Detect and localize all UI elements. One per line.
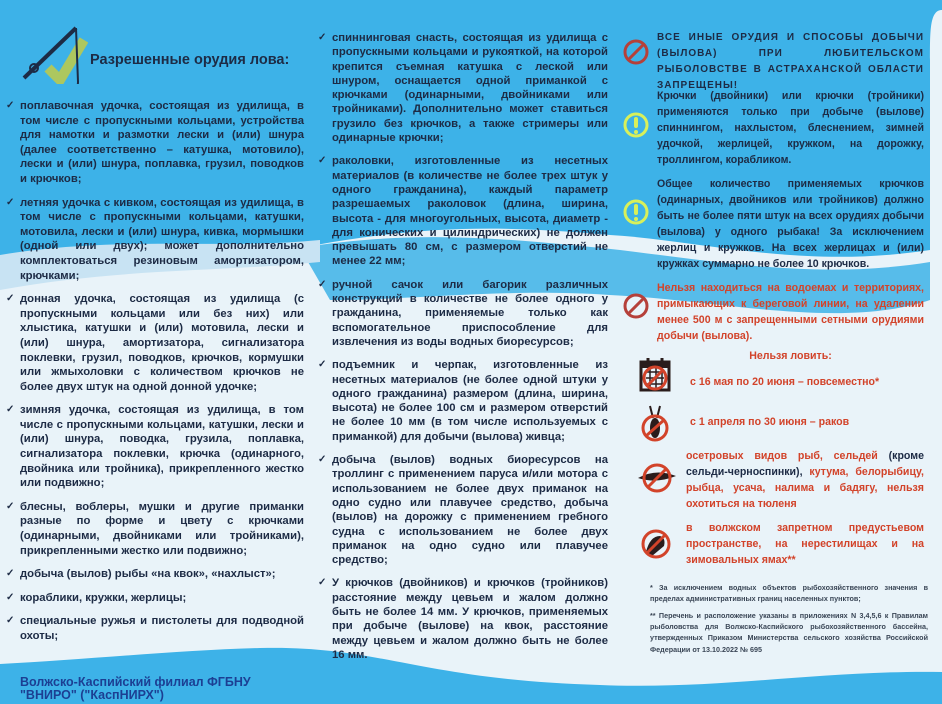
ban-dates: с 16 мая по 20 июня – повсеместно* (690, 376, 880, 388)
check-icon: ✓ (6, 100, 15, 111)
check-icon: ✓ (318, 278, 327, 290)
list-item: ✓ донная удочка, состоящая из удилища (с пропускными кольцами или без них) или хлыстика, катушки и (или) мотовила, лески и (или) шнура, амортизатора, сигнализатора поклевки, грузил, поводков, крючков, кормушки или жмыхоловки с количеством крючков не более двух штук на одной донной удочке; (6, 293, 304, 393)
list-item: ✓ спиннинговая снасть, состоящая из удилища с пропускными кольцами и рукояткой, на которой крепится съемная катушка с леской или шнуром, оснащается одной приманкой с крючками (одинарными, двойниками или тройниками). Дополнительно может ставиться грузило без крючков, а также стримеры или одинарные крючки; (318, 32, 608, 145)
organization-credit: Волжско-Каспийский филиал ФГБНУ "ВНИРО" ("КаспНИРХ") (20, 675, 251, 702)
crayfish-prohibited-icon (638, 404, 672, 444)
footnote-2: ** Перечень и расположение указаны в приложениях N 3,4,5,6 к Правилам рыболовства для Волжско-Каспийского рыбохозяйственного бассейна, утвержденных Приказом Министерства сельского хозяйства Российской Федерации от 13.10.2022 № 695 (650, 611, 928, 654)
list-item: ✓ ручной сачок или багорик различных конструкций в количестве не более одного у гражданина, применяемые только как вспомогательное приспособление для извлечения из воды водных биоресурсов; (318, 278, 608, 348)
list-item: ✓ подъемник и черпак, изготовленные из несетных материалов (не более одной штуки у одного гражданина) размером (длина, ширина, высота) не более 100 см и размером отверстий не более 10 мм (в том числе используемых с приманкой) для добычи (вылова) живца; (318, 359, 608, 443)
check-icon: ✓ (318, 454, 327, 466)
no-stay-notice: Нельзя находиться на водоемах и территориях, примыкающих к береговой линии, на удалении менее 500 м с запрещенными сетными орудиями добычи (вылова). (657, 282, 924, 342)
prohibited-icon (622, 38, 650, 66)
ban-zones: в волжском запретном предустьевом пространстве, на нерестилищах и на зимовальных ямах** (686, 522, 924, 566)
sturgeon-prohibited-icon (636, 460, 678, 496)
calendar-prohibited-icon (638, 356, 672, 392)
footnote-1: * За исключением водных объектов рыбохозяйственного значения в пределах административных границ населенных пунктов; (650, 583, 928, 604)
list-item: ✓ добыча (вылов) рыбы «на квок», «нахлыст»; (6, 568, 276, 581)
list-item: ✓ блесны, воблеры, мушки и другие приманки разные по форме и цвету с крючками (одинарными, двойниками или тройниками), прикрепленными жестко или подвижно; (6, 500, 304, 557)
seal-prohibited-icon (638, 526, 674, 562)
page-title: Разрешенные орудия лова: (90, 52, 290, 68)
prohibited-all-notice: ВСЕ ИНЫЕ ОРУДИЯ И СПОСОБЫ ДОБЫЧИ (ВЫЛОВА) ПРИ ЛЮБИТЕЛЬСКОМ РЫБОЛОВСТВЕ В АСТРАХАНСКОЙ ОБЛАСТИ ЗАПРЕЩЕНЫ! (657, 32, 924, 91)
prohibited-icon (622, 292, 650, 320)
exclamation-icon (622, 198, 650, 226)
allowed-gear-list-middle (318, 31, 608, 671)
no-catch-title: Нельзя ловить: (749, 350, 832, 362)
list-item: ✓ поплавочная удочка, состоящая из удилища, в том числе с пропускными кольцами, устройства для намотки и размотки лески и (или) шнура (далее соответственно – катушка, мотовило), лески и (или) шнура, поплавка, грузил, поводков и крючков; (6, 100, 304, 185)
list-item: ✓ кораблики, кружки, жерлицы; (6, 591, 187, 604)
list-item: ✓ добыча (вылов) водных биоресурсов на троллинг с применением паруса и/или мотора с использованием не более двух приманок на одно судно или плавучее средство, добыча (вылов) на дорожку с применением гребного судна с использованием не более двух приманок на одно судно или плавучее средство; (318, 454, 608, 567)
list-item: ✓ специальные ружья и пистолеты для подводной охоты; (6, 615, 304, 642)
check-icon: ✓ (6, 404, 15, 416)
check-icon: ✓ (318, 577, 327, 589)
check-icon: ✓ (318, 155, 327, 167)
check-icon: ✓ (6, 196, 15, 208)
list-item: ✓ У крючков (двойников) и крючков (тройников) расстояние между цевьем и жалом должно быть не более 14 мм. У крючков, применяемых при добыче (вылове) на квок, расстояние между цевьем и жалом должно быть не более 16 мм. (318, 577, 608, 661)
hooks-count-note: Общее количество применяемых крючков (одинарных, двойников или тройников) должно быть не более пяти штук на всех орудиях добычи (вылова) у одного рыбака! За исключением жерлиц и кружков. На всех жерлицах и (или) кружках суммарно не более 10 крючков. (657, 178, 924, 270)
hooks-note: Крючки (двойники) или крючки (тройники) применяются только при добыче (вылове) спиннингом, нахлыстом, блеснением, зимней удочкой, жерлицей, кружком, на дорожку, троллингом, корабликом. (657, 90, 924, 166)
check-icon: ✓ (318, 32, 327, 43)
check-icon: ✓ (6, 591, 15, 603)
fishing-rod-check-icon (18, 20, 88, 84)
exclamation-icon (622, 111, 650, 139)
list-item: ✓ летняя удочка с кивком, состоящая из удилища, в том числе с пропускными кольцами, катушки, мотовила, лески и (или) шнура, кивка, мормышки (одной или двух); может дополнительно комплектоваться резиновым амортизатором, крючками; (6, 196, 304, 282)
check-icon: ✓ (6, 500, 15, 512)
check-icon: ✓ (318, 359, 327, 371)
list-item: ✓ зимняя удочка, состоящая из удилища, в том числе с пропускными кольцами, катушки, лески и (или) шнура, поводка, грузила, поплавка, сигнализатора поклевки, крючка (одинарного, двойника или тройника), прикрепленного жестко или подвижно; (6, 404, 304, 490)
check-icon: ✓ (6, 293, 15, 305)
list-item: ✓ раколовки, изготовленные из несетных материалов (в количестве не более трех штук у одного гражданина), каждый параметр разрешаемых раколовок (длина, ширина, высота - для многоугольных, высота, диаметр - для конических и цилиндрических) не должен превышать 80 см, с размером отверстий не менее 22 мм; (318, 155, 608, 268)
allowed-gear-list-left (6, 99, 304, 653)
check-icon: ✓ (6, 568, 15, 580)
ban-species: осетровых видов рыб, сельдей (кроме сельди-черноспинки), кутума, белорыбицу, рыбца, усача, налима и бадягу, нельзя охотиться на тюленя (686, 450, 924, 510)
ban-crayfish: с 1 апреля по 30 июня – раков (690, 416, 850, 428)
check-icon: ✓ (6, 615, 15, 627)
